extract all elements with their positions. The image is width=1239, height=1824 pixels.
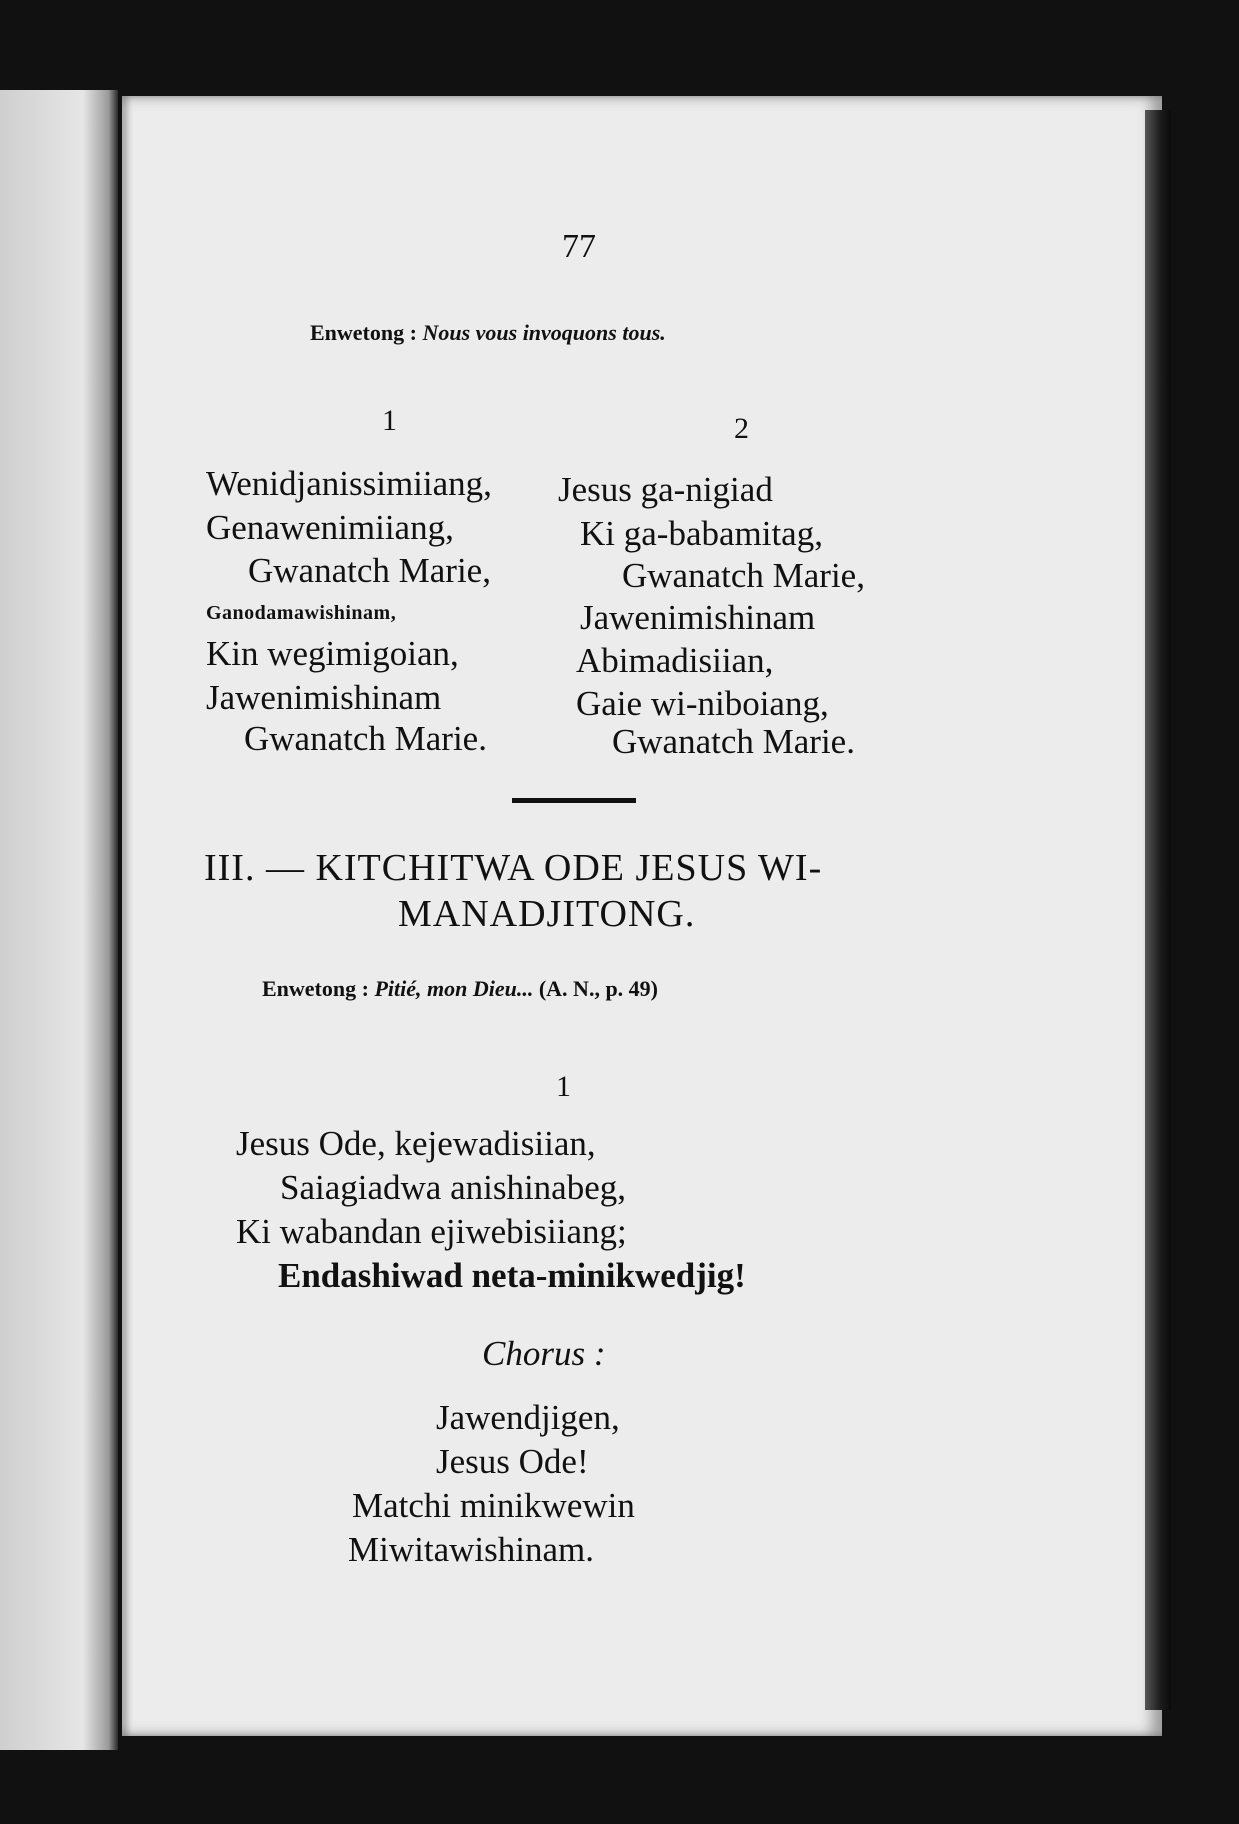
section-divider <box>512 798 636 803</box>
col2-line: Gwanatch Marie, <box>622 556 865 595</box>
tune-reference: (A. N., p. 49) <box>538 976 659 1001</box>
tune-line-iii <box>262 976 658 1002</box>
page-gutter-shadow <box>1145 110 1171 1710</box>
section-heading-line2: MANADJITONG. <box>398 893 696 935</box>
verse-line: Saiagiadwa anishinabeg, <box>280 1168 627 1207</box>
col2-line: Jesus ga-nigiad <box>558 470 773 509</box>
col1-line: Genawenimiiang, <box>206 508 454 547</box>
verse-number: 1 <box>556 1070 571 1103</box>
verse-line: Endashiwad neta-minikwedjig! <box>278 1256 746 1295</box>
col1-line: Wenidjanissimiiang, <box>206 464 492 503</box>
verse-line: Ki wabandan ejiwebisiiang; <box>236 1212 627 1251</box>
col2-line: Ki ga-babamitag, <box>580 514 823 553</box>
col2-line: Jawenimishinam <box>580 598 816 637</box>
col2-line: Gaie wi-niboiang, <box>576 684 829 723</box>
col1-line: Ganodamawishinam, <box>206 602 397 624</box>
chorus-line: Matchi minikwewin <box>352 1486 635 1525</box>
chorus-line: Jawendjigen, <box>436 1398 620 1437</box>
col1-line: Kin wegimigoian, <box>206 634 459 673</box>
verse-number-col1: 1 <box>382 404 397 437</box>
verse-line: Jesus Ode, kejewadisiian, <box>236 1124 596 1163</box>
col2-line: Abimadisiian, <box>576 641 774 680</box>
col1-line: Gwanatch Marie, <box>248 551 491 590</box>
col1-line: Jawenimishinam <box>206 678 442 717</box>
facing-page-edge <box>0 90 118 1750</box>
tune-title: Nous vous invoquons tous. <box>422 320 666 345</box>
chorus-line: Jesus Ode! <box>436 1442 589 1481</box>
col2-line: Gwanatch Marie. <box>612 722 855 761</box>
section-heading-line1: III. — KITCHITWA ODE JESUS WI- <box>204 847 823 889</box>
tune-title: Pitié, mon Dieu... <box>374 976 534 1001</box>
page-number: 77 <box>562 228 596 265</box>
verse-number-col2: 2 <box>734 412 749 445</box>
chorus-label: Chorus : <box>482 1334 606 1373</box>
tune-label: Enwetong : <box>310 320 417 345</box>
col1-line: Gwanatch Marie. <box>244 719 487 758</box>
chorus-line: Miwitawishinam. <box>348 1530 594 1569</box>
tune-line-prev <box>310 320 666 346</box>
tune-label: Enwetong : <box>262 976 369 1001</box>
